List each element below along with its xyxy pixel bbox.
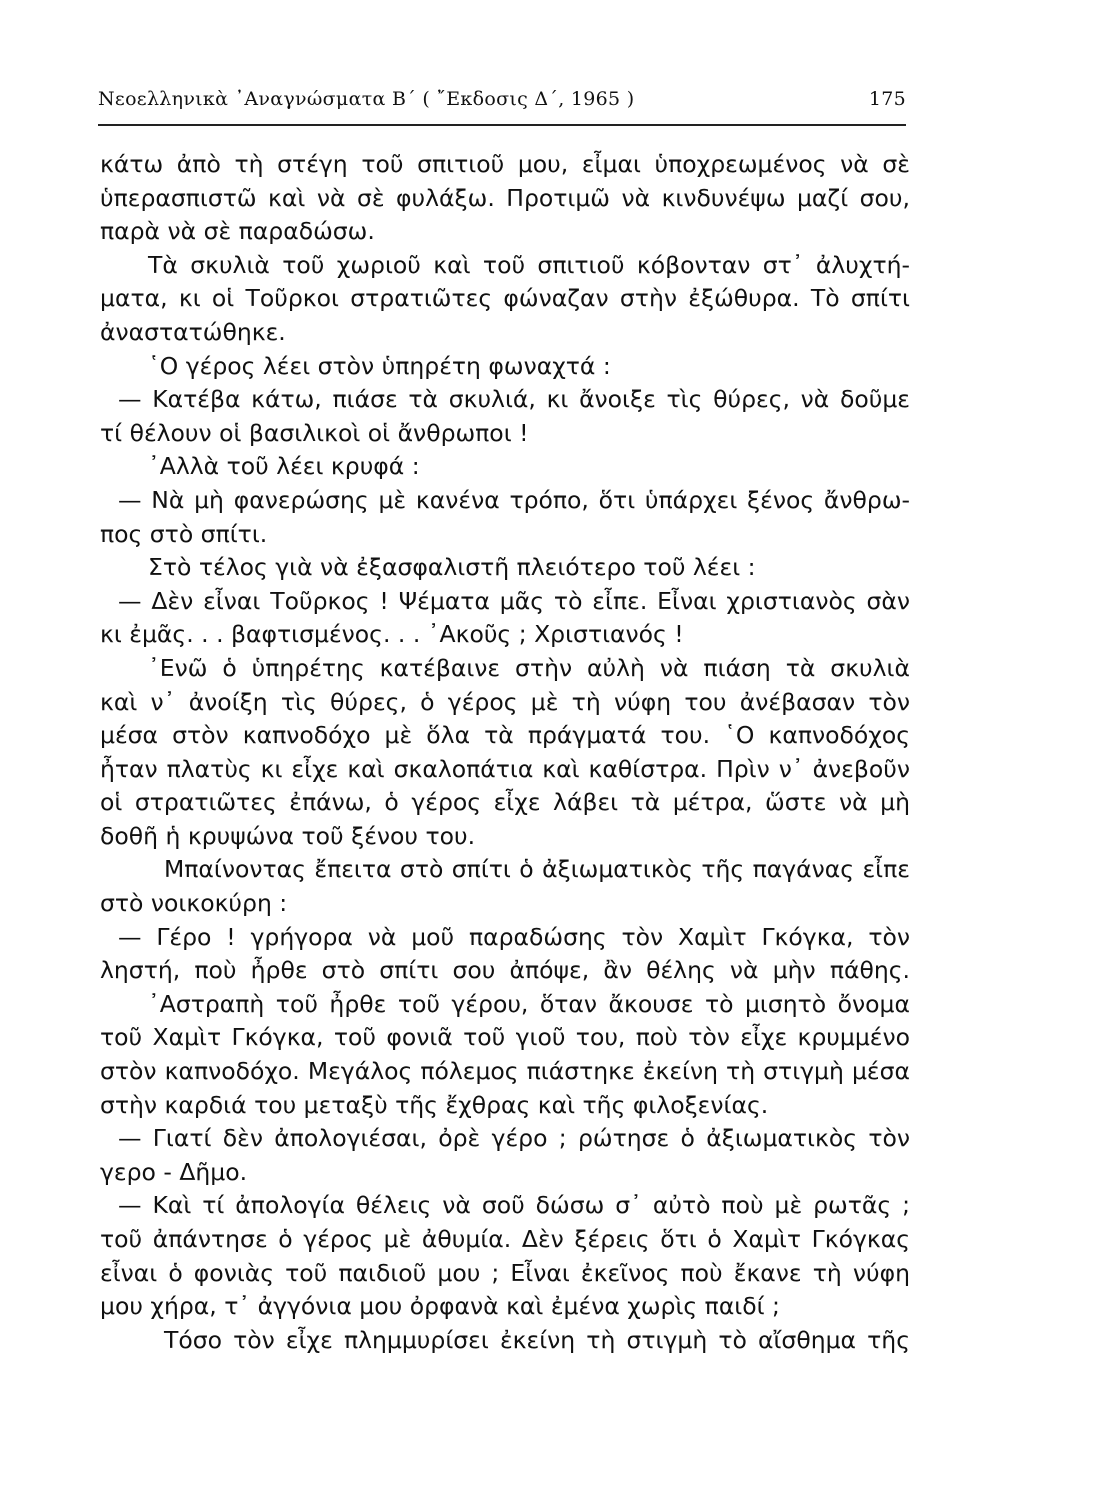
text-line: μου χήρα, τ᾿ ἀγγόνια μου ὀρφανὰ καὶ ἐμένα χωρὶς παιδί ;: [100, 1292, 780, 1321]
text-line: ἀναστατώθηκε.: [100, 317, 286, 346]
text-line: καὶ ν᾿ ἀνοίξη τὶς θύρες, ὁ γέρος μὲ τὴ νύφη του ἀνέβασαν τὸν: [100, 687, 910, 716]
text-line: στὸ νοικοκύρη :: [100, 889, 288, 918]
text-line: Τόσο τὸν εἶχε πλημμυρίσει ἐκείνη τὴ στιγμὴ τὸ αἴσθημα τῆς: [164, 1325, 910, 1354]
text-line: στὴν καρδιά του μεταξὺ τῆς ἔχθρας καὶ τῆς φιλοξενίας.: [100, 1090, 769, 1119]
text-line: δοθῆ ἡ κρυψώνα τοῦ ξένου του.: [100, 821, 476, 850]
text-line: ἦταν πλατὺς κι εἶχε καὶ σκαλοπάτια καὶ καθίστρα. Πρὶν ν᾿ ἀνεβοῦν: [100, 754, 910, 783]
text-line: — Γέρο ! γρήγορα νὰ μοῦ παραδώσης τὸν Χαμὶτ Γκόγκα, τὸν: [118, 922, 910, 951]
text-line: Στὸ τέλος γιὰ νὰ ἐξασφαλιστῆ πλειότερο τοῦ λέει :: [148, 553, 756, 582]
text-line: παρὰ νὰ σὲ παραδώσω.: [100, 217, 375, 246]
text-line: — Δὲν εἶναι Τοῦρκος ! Ψέματα μᾶς τὸ εἶπε. Εἶναι χριστιανὸς σὰν: [118, 586, 910, 615]
page-number: 175: [868, 88, 906, 110]
text-line: ματα, κι οἱ Τοῦρκοι στρατιῶτες φώναζαν στὴν ἐξώθυρα. Τὸ σπίτι: [100, 284, 910, 313]
body-text: [100, 148, 910, 1357]
running-head-title: Νεοελληνικὰ ᾿Αναγνώσματα Β΄ ( ῎Εκδοσις Δ΄, 1965 ): [98, 88, 635, 110]
text-line: — Καὶ τί ἀπολογία θέλεις νὰ σοῦ δώσω σ᾿ αὐτὸ ποὺ μὲ ρωτᾶς ;: [118, 1191, 910, 1220]
text-line: μέσα στὸν καπνοδόχο μὲ ὅλα τὰ πράγματά του. ῾Ο καπνοδόχος: [100, 721, 910, 750]
text-line: γερο - Δῆμο.: [100, 1157, 248, 1186]
text-line: στὸν καπνοδόχο. Μεγάλος πόλεμος πιάστηκε ἐκείνη τὴ στιγμὴ μέσα: [100, 1057, 910, 1086]
text-line: — Νὰ μὴ φανερώσης μὲ κανένα τρόπο, ὅτι ὑπάρχει ξένος ἄνθρω-: [118, 485, 910, 514]
text-line: ᾿Αλλὰ τοῦ λέει κρυφά :: [148, 452, 420, 481]
text-line: — Κατέβα κάτω, πιάσε τὰ σκυλιά, κι ἄνοιξε τὶς θύρες, νὰ δοῦμε: [118, 385, 910, 414]
text-line: τί θέλουν οἱ βασιλικοὶ οἱ ἄνθρωποι !: [100, 418, 529, 447]
text-line: οἱ στρατιῶτες ἐπάνω, ὁ γέρος εἶχε λάβει τὰ μέτρα, ὥστε νὰ μὴ: [100, 788, 910, 817]
text-line: ῾Ο γέρος λέει στὸν ὑπηρέτη φωναχτά :: [148, 351, 611, 380]
text-line: εἶναι ὁ φονιὰς τοῦ παιδιοῦ μου ; Εἶναι ἐκεῖνος ποὺ ἔκανε τὴ νύφη: [100, 1258, 910, 1287]
header-rule: [98, 124, 906, 126]
text-line: ὑπερασπιστῶ καὶ νὰ σὲ φυλάξω. Προτιμῶ νὰ κινδυνέψω μαζί σου,: [100, 183, 910, 212]
text-line: — Γιατί δὲν ἀπολογιέσαι, ὀρὲ γέρο ; ρώτησε ὁ ἀξιωματικὸς τὸν: [118, 1124, 910, 1153]
text-line: κι ἐμᾶς. . . βαφτισμένος. . . ᾿Ακοῦς ; Χριστιανός !: [100, 620, 684, 649]
text-line: Τὰ σκυλιὰ τοῦ χωριοῦ καὶ τοῦ σπιτιοῦ κόβονταν στ᾿ ἀλυχτή-: [148, 250, 910, 279]
text-line: τοῦ Χαμὶτ Γκόγκα, τοῦ φονιᾶ τοῦ γιοῦ του, ποὺ τὸν εἶχε κρυμμένο: [100, 1023, 910, 1052]
running-head: [98, 86, 906, 120]
text-line: κάτω ἀπὸ τὴ στέγη τοῦ σπιτιοῦ μου, εἶμαι ὑποχρεωμένος νὰ σὲ: [100, 150, 910, 178]
text-line: πος στὸ σπίτι.: [100, 519, 268, 548]
text-line: ᾿Ενῶ ὁ ὑπηρέτης κατέβαινε στὴν αὐλὴ νὰ πιάση τὰ σκυλιὰ: [148, 653, 910, 682]
text-line: ᾿Αστραπὴ τοῦ ἦρθε τοῦ γέρου, ὅταν ἄκουσε τὸ μισητὸ ὄνομα: [148, 989, 910, 1018]
text-line: ληστή, ποὺ ἦρθε στὸ σπίτι σου ἀπόψε, ἂν θέλης νὰ μὴν πάθης.: [100, 956, 910, 985]
text-line: τοῦ ἀπάντησε ὁ γέρος μὲ ἀθυμία. Δὲν ξέρεις ὅτι ὁ Χαμὶτ Γκόγκας: [100, 1225, 910, 1253]
text-line: Μπαίνοντας ἔπειτα στὸ σπίτι ὁ ἀξιωματικὸς τῆς παγάνας εἶπε: [164, 855, 910, 884]
